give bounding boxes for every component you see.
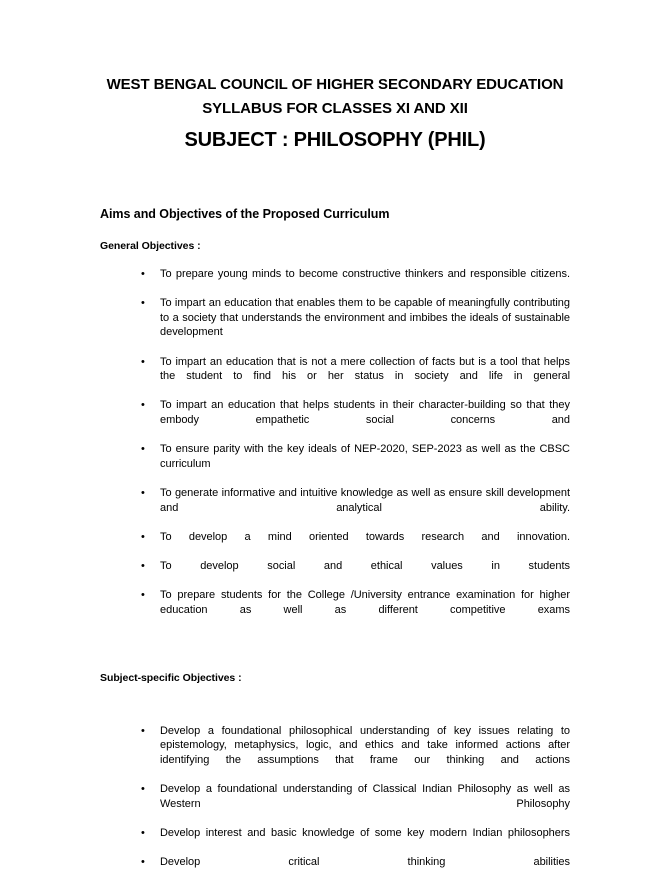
list-item-text: To impart an education that is not a mere collection of facts but is a tool that helps the student to find his or her status in society and life in general — [160, 355, 570, 383]
section-heading-aims-and-objectives: Aims and Objectives of the Proposed Curriculum — [100, 207, 390, 221]
subheading-general-objectives: General Objectives : — [100, 240, 201, 252]
list-item-text: Develop a foundational philosophical understanding of key issues relating to epistemology, metaphysics, logic, and ethics and take informed actions after identifying the assumptions that frame our thinking and actions — [160, 724, 570, 767]
bullet-point-icon: • — [141, 856, 145, 869]
list-item-text: Develop a foundational understanding of Classical Indian Philosophy as well as Western Philosophy — [160, 783, 570, 810]
list-item-text: To impart an education that enables them to be capable of meaningfully contributing to a society that understands the environment and imbibes the ideals of sustainable development — [160, 297, 570, 339]
list-item-text: To develop social and ethical values in students — [160, 559, 570, 572]
title-line-syllabus: SYLLABUS FOR CLASSES XI AND XII — [202, 100, 468, 117]
bullet-point-icon: • — [141, 443, 145, 456]
list-item — [100, 355, 570, 399]
list-item — [100, 559, 570, 588]
list-item-text: To ensure parity with the key ideals of NEP-2020, SEP-2023 as well as the CBSC curriculum — [160, 443, 570, 470]
list-item-text: Develop interest and basic knowledge of some key modern Indian philosophers — [160, 827, 570, 839]
list-item — [100, 267, 570, 296]
list-item-text: Develop critical thinking abilities — [160, 856, 570, 869]
list-item-text: To prepare students for the College /University entrance examination for higher education as well as different competitive exams — [160, 589, 570, 616]
list-item-text: To prepare young minds to become constructive thinkers and responsible citizens. — [160, 268, 570, 280]
title-line-subject: SUBJECT : PHILOSOPHY (PHIL) — [184, 129, 486, 151]
bullet-point-icon: • — [141, 724, 145, 737]
document-title-block — [100, 0, 570, 155]
subheading-subject-specific-objectives: Subject-specific Objectives : — [100, 671, 242, 684]
list-item — [100, 530, 570, 559]
bullet-point-icon: • — [141, 355, 145, 368]
bullet-point-icon: • — [141, 297, 145, 310]
list-item — [100, 486, 570, 530]
list-item — [100, 782, 570, 826]
bullet-point-icon: • — [141, 827, 145, 839]
bullet-point-icon: • — [141, 589, 145, 602]
list-item — [100, 398, 570, 442]
subject-specific-objectives-list — [100, 724, 570, 884]
list-item-text: To impart an education that helps students in their character-building so that they embody empathetic social concerns and — [160, 399, 570, 426]
list-item — [100, 296, 570, 354]
list-item — [100, 826, 570, 855]
list-item — [100, 442, 570, 486]
document-content-column — [100, 0, 570, 884]
list-item — [100, 724, 570, 782]
bullet-point-icon: • — [141, 486, 145, 499]
bullet-point-icon: • — [141, 530, 145, 543]
list-item — [100, 588, 570, 632]
bullet-point-icon: • — [141, 268, 145, 280]
list-item-text: To generate informative and intuitive knowledge as well as ensure skill development and analytical ability. — [160, 486, 570, 514]
general-objectives-list — [100, 267, 570, 632]
bullet-point-icon: • — [141, 399, 145, 412]
list-item-text: To develop a mind oriented towards research and innovation. — [160, 530, 570, 543]
title-line-council: WEST BENGAL COUNCIL OF HIGHER SECONDARY EDUCATION — [106, 76, 564, 93]
bullet-point-icon: • — [141, 559, 145, 572]
bullet-point-icon: • — [141, 783, 145, 796]
